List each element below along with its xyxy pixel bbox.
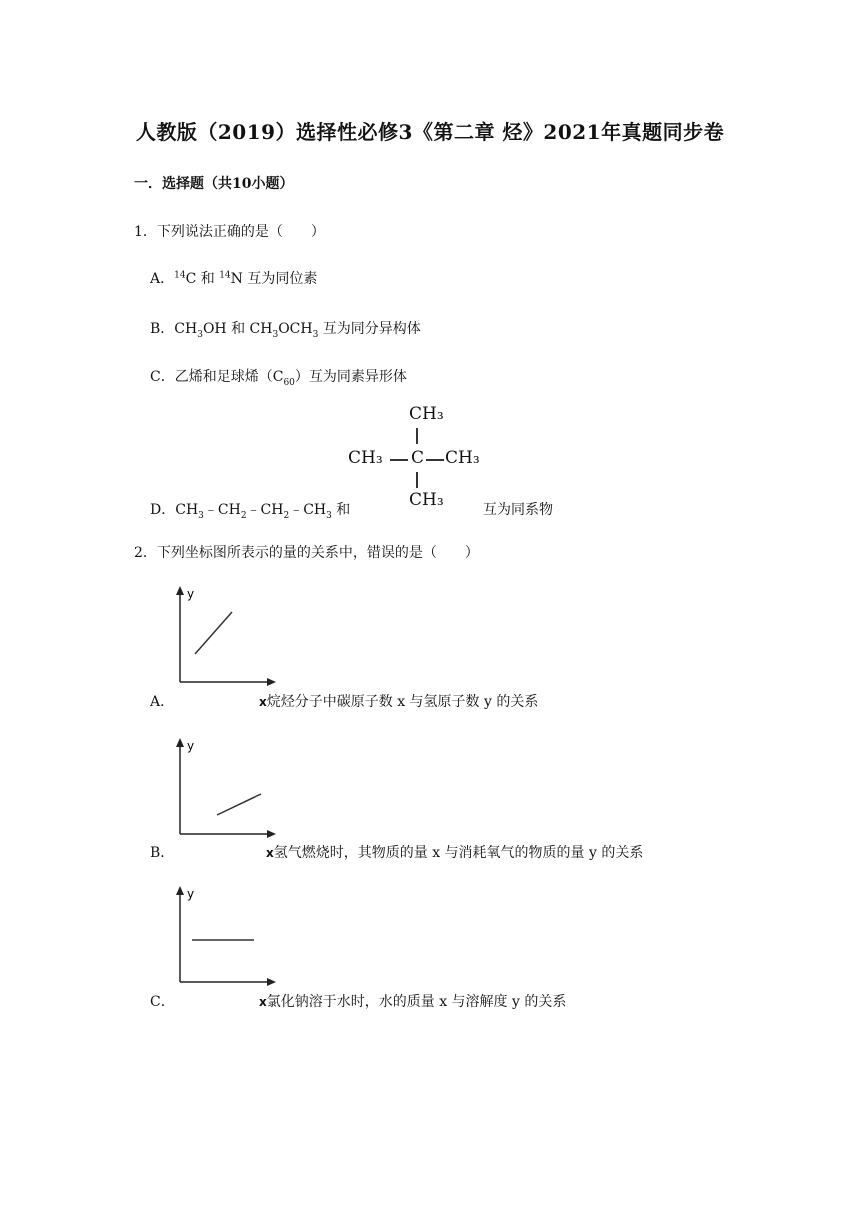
x-axis-label: x xyxy=(259,695,267,709)
neopentane-structure xyxy=(348,404,488,514)
graph-line xyxy=(195,612,232,654)
central-carbon: C xyxy=(411,448,425,468)
mass-number: 14 xyxy=(219,270,231,281)
option-text: OCH xyxy=(278,321,313,337)
methyl-top: CH₃ xyxy=(409,404,444,424)
option-text: ﹣CH xyxy=(246,502,284,518)
option-text: 互为同分异构体 xyxy=(318,321,421,337)
bond-top xyxy=(416,428,418,444)
option-letter: B． xyxy=(150,321,175,337)
option-letter: D． xyxy=(150,502,176,518)
bond-bottom xyxy=(416,472,418,488)
option-letter: A． xyxy=(150,271,175,287)
graph-a xyxy=(170,584,280,694)
graph-b xyxy=(170,736,280,846)
subscript: 3 xyxy=(326,510,332,521)
q1-option-c xyxy=(150,366,407,388)
y-axis-label: y xyxy=(187,887,195,901)
x-arrow-icon xyxy=(267,678,276,686)
option-text: ）互为同素异形体 xyxy=(294,369,407,385)
q1-option-d xyxy=(150,499,350,521)
graph-c xyxy=(170,884,280,994)
subscript: 3 xyxy=(272,329,279,340)
option-letter: C． xyxy=(150,369,175,385)
option-text: C 和 xyxy=(185,271,220,287)
option-text: 烷烃分子中碳原子数 x 与氢原子数 y 的关系 xyxy=(266,694,539,710)
methyl-bottom: CH₃ xyxy=(409,490,444,510)
y-arrow-icon xyxy=(176,586,184,595)
methyl-right: CH₃ xyxy=(445,448,480,468)
subscript: 3 xyxy=(197,329,203,340)
q2-option-b-letter: B． xyxy=(150,845,175,861)
option-text: OH 和 CH xyxy=(202,321,273,337)
x-axis-label: x xyxy=(259,995,267,1009)
y-axis-label: y xyxy=(187,587,195,601)
subscript: 3 xyxy=(198,510,204,521)
option-text: ﹣CH xyxy=(203,502,241,518)
y-arrow-icon xyxy=(176,738,184,747)
subscript: 2 xyxy=(283,510,290,521)
mass-number: 14 xyxy=(174,270,186,281)
q2-option-b xyxy=(266,842,643,862)
q1-option-b xyxy=(150,318,421,340)
q2-option-a-letter: A． xyxy=(150,694,175,710)
x-arrow-icon xyxy=(267,830,276,838)
option-text: 乙烯和足球烯（C xyxy=(174,369,284,385)
q2-option-c-letter: C． xyxy=(150,994,175,1010)
question-1-stem: 1．下列说法正确的是（ ） xyxy=(134,224,325,240)
section-heading: 一．选择题（共10小题） xyxy=(134,176,294,192)
q2-option-c xyxy=(259,991,566,1011)
option-text: 氯化钠溶于水时，水的质量 x 与溶解度 y 的关系 xyxy=(266,994,567,1010)
x-arrow-icon xyxy=(267,978,276,986)
q1-option-d-suffix: 互为同系物 xyxy=(483,502,553,518)
graph-line xyxy=(217,794,261,815)
question-2-stem: 2．下列坐标图所表示的量的关系中，错误的是（ ） xyxy=(134,545,479,561)
subscript: 2 xyxy=(240,510,247,521)
option-text: CH xyxy=(174,321,198,337)
option-text: 氢气燃烧时，其物质的量 x 与消耗氧气的物质的量 y 的关系 xyxy=(273,845,644,861)
bond-right xyxy=(426,459,444,461)
option-text: N 互为同位素 xyxy=(230,271,318,287)
bond-left xyxy=(390,459,408,461)
document-title: 人教版（2019）选择性必修3《第二章 烃》2021年真题同步卷 xyxy=(135,120,725,144)
option-text: 和 xyxy=(331,502,351,518)
x-axis-label: x xyxy=(266,846,274,860)
q1-option-a xyxy=(150,268,317,288)
option-text: CH xyxy=(175,502,199,518)
subscript: 60 xyxy=(283,377,295,388)
methyl-left: CH₃ xyxy=(348,448,383,468)
y-axis-label: y xyxy=(187,739,195,753)
subscript: 3 xyxy=(312,329,319,340)
option-text: ﹣CH xyxy=(289,502,327,518)
q2-option-a xyxy=(259,691,538,711)
y-arrow-icon xyxy=(176,886,184,895)
